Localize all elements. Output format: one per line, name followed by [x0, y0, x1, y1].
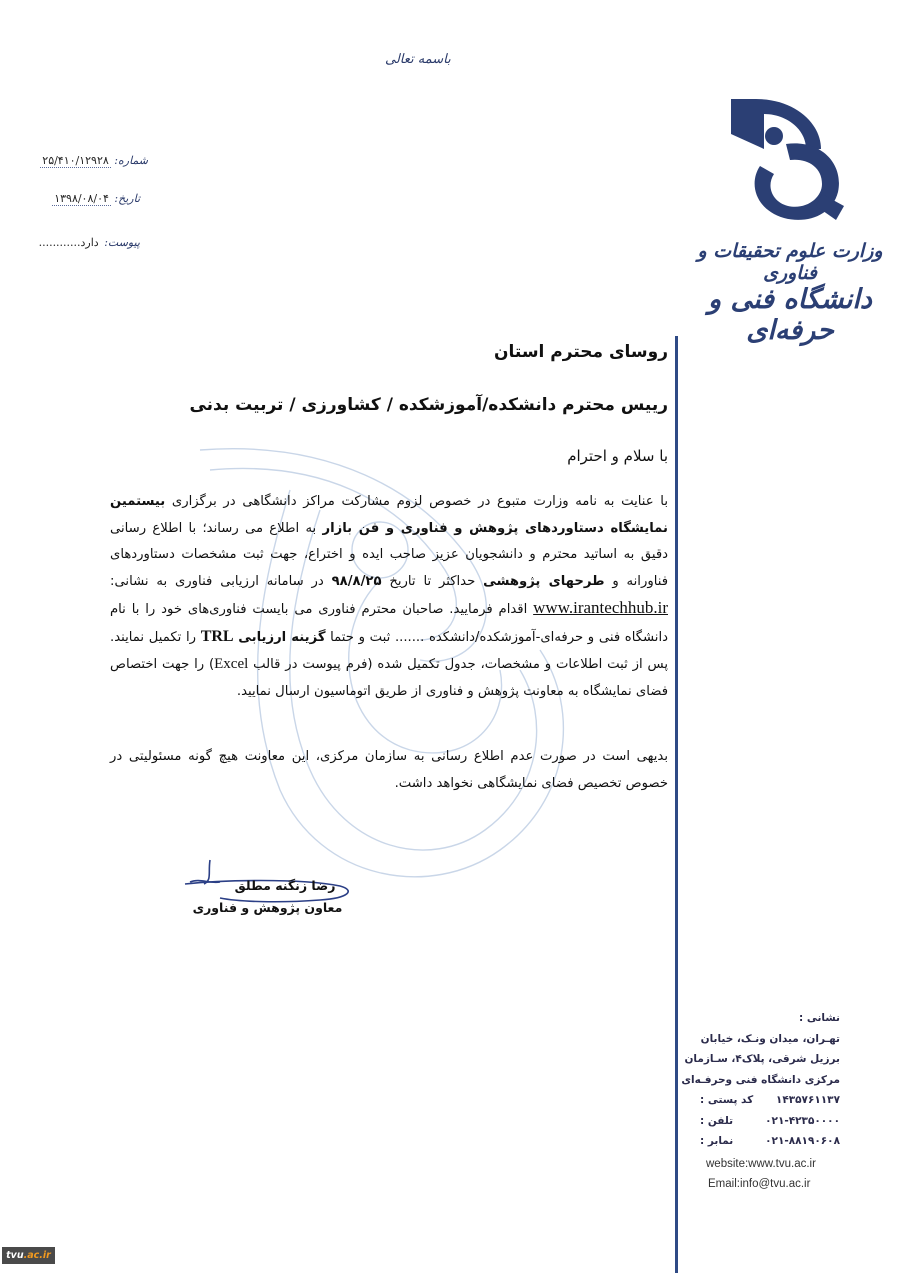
- postal-code-value: ۱۴۳۵۷۶۱۱۳۷: [775, 1094, 840, 1106]
- address-line: تهـران، میدان ونـک، خیابان: [700, 1032, 840, 1045]
- deadline-date: ۹۸/۸/۲۵: [331, 573, 382, 589]
- addressee-secondary: رییس محترم دانشکده/آموزشکده / کشاورزی / تربیت بدنی: [189, 395, 668, 415]
- signature-scribble-icon: [180, 858, 360, 928]
- phone-value: ۰۲۱-۴۲۳۵۰۰۰۰: [765, 1114, 840, 1127]
- para-text: ) را جهت اختصاص فضای نمایشگاه به معاونت پژوهش و فناوری از طریق اتوماسیون ارسال نمایید.: [110, 657, 668, 699]
- footer-address: [681, 1008, 840, 1152]
- letter-date: [30, 192, 140, 205]
- address-line: مرکزی دانشگاه فنی وحرفـه‌ای: [681, 1073, 840, 1086]
- letter-number-label: شماره:: [114, 154, 148, 167]
- letter-attachment: [30, 236, 140, 249]
- badge-accent: .ac.ir: [23, 1250, 51, 1261]
- para-text: اقدام فرمایید. صاحبان محترم فناوری می بایست فناوری‌های خود را با نام دانشگاه فنی و حرفه‌ای-آموزشکده/دانشکده ....... ثبت و حتما: [110, 602, 668, 645]
- site-watermark-badge: [2, 1247, 55, 1264]
- letter-date-label: تاریخ:: [114, 192, 140, 205]
- letter-number: [28, 154, 148, 167]
- phone-label: تلفن :: [700, 1114, 734, 1127]
- footer-email[interactable]: Email:info@tvu.ac.ir: [708, 1178, 811, 1190]
- tvu-logo-icon: [726, 94, 846, 224]
- letter-attachment-label: پیوست:: [104, 236, 140, 249]
- fax-row: [700, 1131, 840, 1152]
- badge-main: tvu: [6, 1250, 24, 1261]
- addressee-primary: روسای محترم استان: [493, 342, 668, 362]
- address-label: نشانی :: [799, 1012, 840, 1024]
- greeting: با سلام و احترام: [567, 447, 668, 465]
- invocation-text: باسمه تعالی: [385, 52, 451, 67]
- address-line: برزیل شرقی، پلاک۴، سـازمان: [684, 1053, 840, 1065]
- excel-label: Excel: [214, 656, 249, 672]
- para-text: در سامانه ارزیابی فناوری به نشانی:: [110, 573, 332, 589]
- footer-website[interactable]: website:www.tvu.ac.ir: [706, 1158, 816, 1170]
- letter-date-value: ۱۳۹۸/۰۸/۰۴: [54, 192, 109, 205]
- phone-row: [700, 1111, 840, 1132]
- margin-rule: [675, 336, 678, 1273]
- letter-number-value: ۲۵/۴۱۰/۱۲۹۲۸: [42, 154, 109, 167]
- university-name: دانشگاه فنی و حرفه‌ای: [708, 284, 872, 346]
- letter-paragraph-2: بدیهی است در صورت عدم اطلاع رسانی به سازمان مرکزی، این معاونت هیچ گونه مسئولیتی در خصوص تخصیص فضای نمایشگاهی نخواهد داشت.: [110, 749, 668, 791]
- para-text: را تکمیل نمایند. پس از ثبت اطلاعات و مشخصات، جدول تکمیل شده (فرم پیوست در قالب: [110, 629, 668, 672]
- evaluation-option: گزینه ارزیابی: [238, 629, 326, 645]
- fax-label: نمابر :: [700, 1135, 734, 1147]
- para-text: حداکثر تا تاریخ: [381, 573, 484, 589]
- postal-code-row: [700, 1090, 840, 1111]
- para-text: به اطلاع می رساند؛ با اطلاع رسانی دقیق به اساتید محترم و دانشجویان عزیز صاحب ایده و اختراع، جهت ثبت مشخصات دستاوردهای فناورانه و: [110, 520, 669, 589]
- fax-value: ۰۲۱-۸۸۱۹۰۶۰۸: [765, 1135, 840, 1147]
- letter-attachment-value: دارد............: [38, 236, 99, 249]
- postal-code-label: کد پستی :: [700, 1094, 754, 1106]
- signer-title: معاون پژوهش و فناوری: [192, 900, 343, 915]
- research-projects: طرحهای پژوهشی: [483, 573, 605, 589]
- letter-paragraph-1: [110, 489, 668, 705]
- ministry-name: وزارت علوم تحقیقات و فناوری: [697, 240, 883, 284]
- signer-name: رضا زنگنه مطلق: [234, 878, 336, 893]
- irantechhub-link[interactable]: www.irantechhub.ir: [533, 598, 668, 617]
- para-text: با عنایت به نامه وزارت متبوع در خصوص لزوم مشارکت مراکز دانشگاهی در برگزاری: [165, 494, 668, 509]
- exhibition-name: بیستمین نمایشگاه دستاوردهای پژوهش و فناوری و فن بازار: [110, 494, 668, 536]
- trl-label: TRL: [200, 627, 234, 645]
